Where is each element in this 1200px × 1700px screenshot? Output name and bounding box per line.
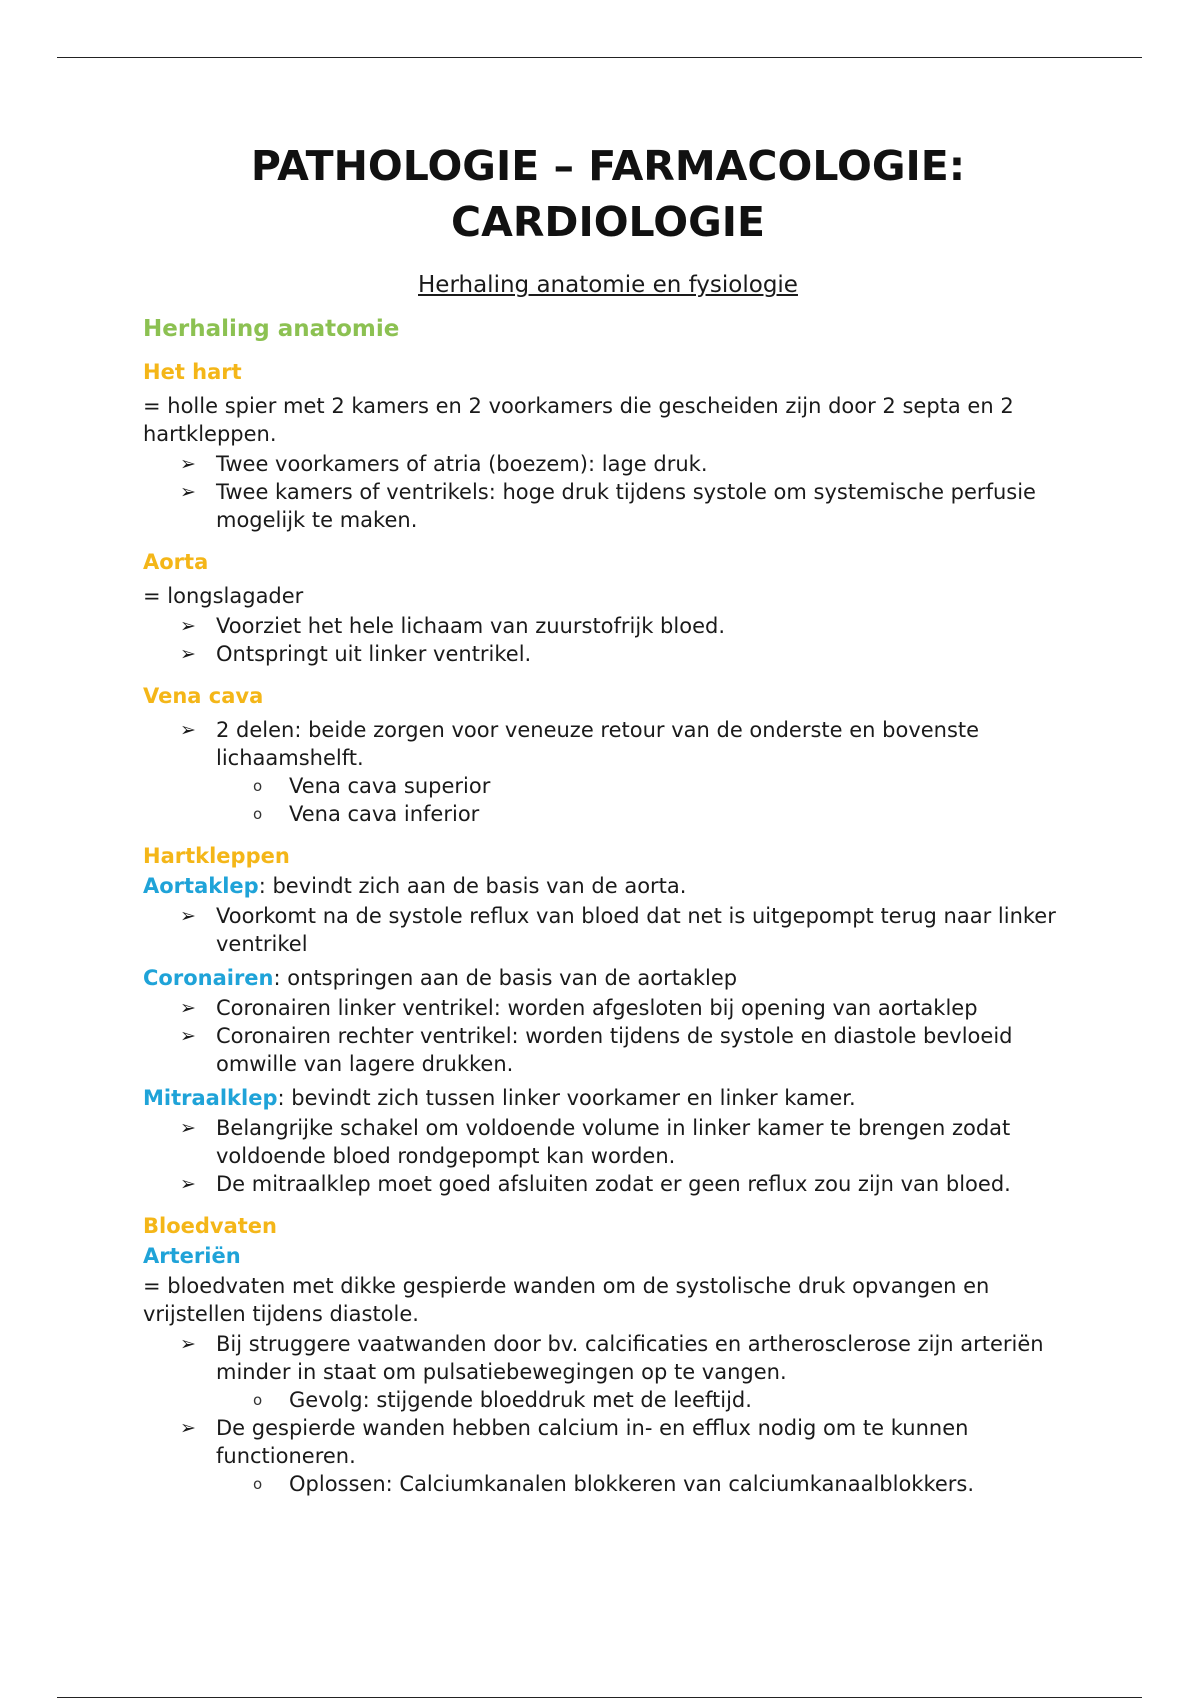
list-item-text: Ontspringt uit linker ventrikel. <box>216 642 532 666</box>
list-item <box>143 1022 1073 1078</box>
list-item-text: Twee voorkamers of atria (boezem): lage druk. <box>216 452 708 476</box>
aortaklep-keyword: Aortaklep <box>143 874 259 898</box>
section-heading-anatomie: Herhaling anatomie <box>143 316 400 342</box>
list-item <box>143 1414 1073 1470</box>
title-line-2: CARDIOLOGIE <box>451 198 765 246</box>
subtitle-text: Herhaling anatomie en fysiologie <box>418 272 798 298</box>
sub-list-item <box>143 800 1073 828</box>
aortaklep-paragraph <box>143 872 1073 900</box>
title-line-1: PATHOLOGIE – FARMACOLOGIE: <box>250 142 966 190</box>
list-item <box>143 994 1073 1022</box>
sub-list-item-text: Vena cava inferior <box>289 802 480 826</box>
list-item-text: De gespierde wanden hebben calcium in- en efflux nodig om te kunnen functioneren. <box>216 1416 969 1468</box>
arrow-bullet-icon: ➢ <box>180 481 196 503</box>
heading-het-hart: Het hart <box>143 360 242 384</box>
arrow-bullet-icon: ➢ <box>180 643 196 665</box>
arrow-bullet-icon: ➢ <box>180 615 196 637</box>
list-item <box>143 902 1073 958</box>
subtitle <box>143 270 1073 300</box>
page-title <box>143 138 1073 250</box>
list-item <box>143 1170 1073 1198</box>
arrow-bullet-icon: ➢ <box>180 1117 196 1139</box>
arrow-bullet-icon: ➢ <box>180 1333 196 1355</box>
list-item <box>143 640 1073 668</box>
list-item <box>143 478 1073 534</box>
list-item-text: Coronairen rechter ventrikel: worden tijdens de systole en diastole bevloeid omwille van lagere drukken. <box>216 1024 1013 1076</box>
list-item <box>143 612 1073 640</box>
heading-aorta: Aorta <box>143 550 209 574</box>
sub-list-item-text: Vena cava superior <box>289 774 491 798</box>
sub-list-item <box>143 1386 1073 1414</box>
coronairen-text: : ontspringen aan de basis van de aortaklep <box>273 966 738 990</box>
list-item-text: 2 delen: beide zorgen voor veneuze retour van de onderste en bovenste lichaamshelft. <box>216 718 980 770</box>
hart-intro: = holle spier met 2 kamers en 2 voorkamers die gescheiden zijn door 2 septa en 2 hartkleppen. <box>143 394 1014 446</box>
circle-bullet-icon: o <box>253 1475 263 1493</box>
list-item-text: Coronairen linker ventrikel: worden afgesloten bij opening van aortaklep <box>216 996 978 1020</box>
list-item <box>143 1114 1073 1170</box>
sub-list-item <box>143 1470 1073 1498</box>
list-item <box>143 450 1073 478</box>
list-item-text: Voorkomt na de systole reflux van bloed dat net is uitgepompt terug naar linker ventrikel <box>216 904 1056 956</box>
header-rule <box>57 57 1142 58</box>
list-item <box>143 1330 1073 1386</box>
arrow-bullet-icon: ➢ <box>180 1417 196 1439</box>
arterien-intro: = bloedvaten met dikke gespierde wanden om de systolische druk opvangen en vrijstellen tijdens diastole. <box>143 1274 990 1326</box>
sub-list-item-text: Gevolg: stijgende bloeddruk met de leeftijd. <box>289 1388 752 1412</box>
arrow-bullet-icon: ➢ <box>180 997 196 1019</box>
arrow-bullet-icon: ➢ <box>180 905 196 927</box>
list-item-text: Twee kamers of ventrikels: hoge druk tijdens systole om systemische perfusie mogelijk te maken. <box>216 480 1036 532</box>
heading-vena-cava: Vena cava <box>143 684 264 708</box>
circle-bullet-icon: o <box>253 1391 263 1409</box>
heading-bloedvaten: Bloedvaten <box>143 1214 277 1238</box>
arrow-bullet-icon: ➢ <box>180 1173 196 1195</box>
coronairen-paragraph <box>143 964 1073 992</box>
mitraalklep-paragraph <box>143 1084 1073 1112</box>
circle-bullet-icon: o <box>253 777 263 795</box>
heading-arterien: Arteriën <box>143 1244 241 1268</box>
arrow-bullet-icon: ➢ <box>180 719 196 741</box>
arrow-bullet-icon: ➢ <box>180 1025 196 1047</box>
arrow-bullet-icon: ➢ <box>180 453 196 475</box>
aorta-intro: = longslagader <box>143 584 304 608</box>
coronairen-keyword: Coronairen <box>143 966 274 990</box>
heading-hartkleppen: Hartkleppen <box>143 844 290 868</box>
document-body <box>143 138 1073 1498</box>
sub-list-item <box>143 772 1073 800</box>
mitraalklep-keyword: Mitraalklep <box>143 1086 278 1110</box>
list-item-text: De mitraalklep moet goed afsluiten zodat er geen reflux zou zijn van bloed. <box>216 1172 1011 1196</box>
circle-bullet-icon: o <box>253 805 263 823</box>
list-item <box>143 716 1073 772</box>
aortaklep-text: : bevindt zich aan de basis van de aorta. <box>258 874 687 898</box>
mitraalklep-text: : bevindt zich tussen linker voorkamer en linker kamer. <box>277 1086 856 1110</box>
list-item-text: Bij struggere vaatwanden door bv. calcificaties en artherosclerose zijn arteriën minder in staat om pulsatiebewegingen op te vangen. <box>216 1332 1044 1384</box>
sub-list-item-text: Oplossen: Calciumkanalen blokkeren van calciumkanaalblokkers. <box>289 1472 975 1496</box>
footer-rule <box>57 1697 1142 1698</box>
list-item-text: Voorziet het hele lichaam van zuurstofrijk bloed. <box>216 614 725 638</box>
list-item-text: Belangrijke schakel om voldoende volume in linker kamer te brengen zodat voldoende bloed rondgepompt kan worden. <box>216 1116 1011 1168</box>
